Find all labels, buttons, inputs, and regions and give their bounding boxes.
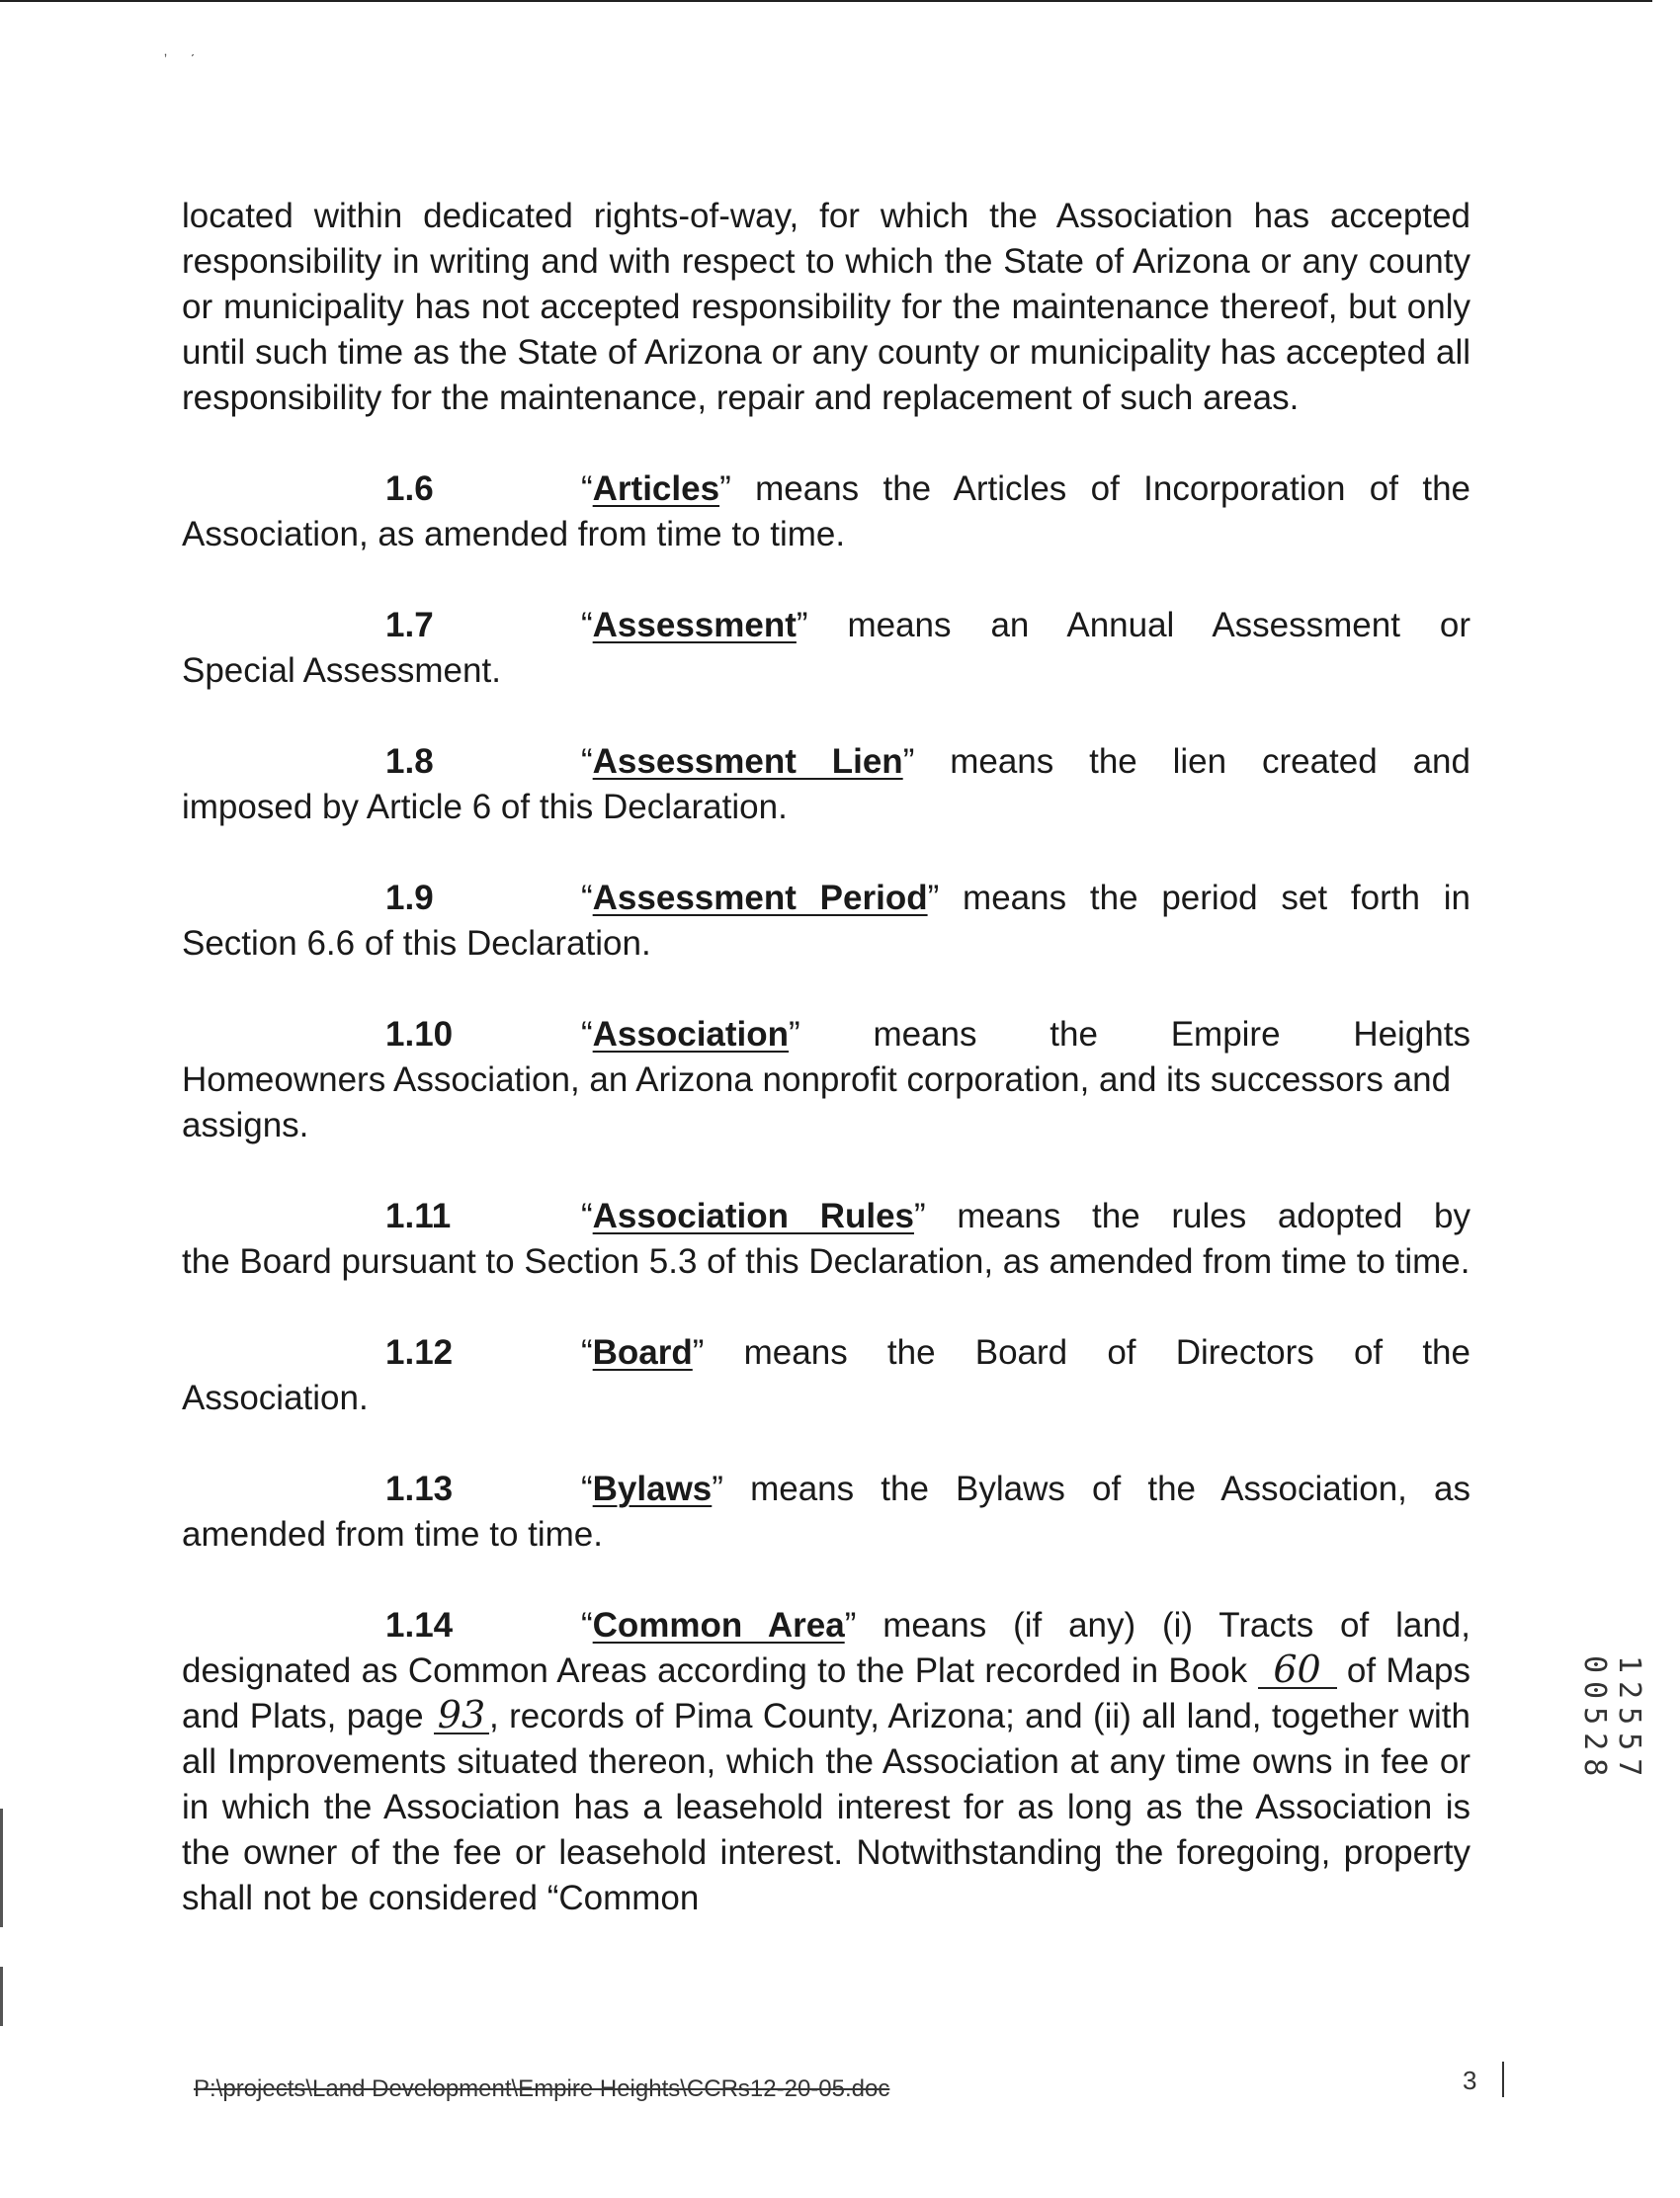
definition-line1: means the Articles of Incorporation of the [755,469,1471,508]
defined-term: Association [592,1015,790,1054]
definition-text-c: , records of Pima County, Arizona; and (ii) all land, together with all Improvements situated thereon, which the Association at any time owns in fee or in which the Association has a leasehold interest for as long as the Association is the owner of the fee or leasehold interest. Notwithstanding the foregoing, property shall not be considered “Common [182,1697,1470,1917]
definition-continuation: amended from time to time. [182,1515,603,1554]
definition-number: 1.11 [385,1197,452,1235]
definition-item: 1.10 “Association” means the Empire Heights Homeowners Association, an Arizona nonprofit corporation, and its successors and assigns. [182,1012,1470,1148]
definition-number: 1.14 [385,1606,454,1645]
definition-item: 1.11 “Association Rules” means the rules adopted by the Board pursuant to Section 5.3 of this Declaration, as amended from time to time. [182,1194,1470,1285]
definition-continuation: Homeowners Association, an Arizona nonprofit corporation, and its successors and assigns. [182,1060,1452,1144]
definition-list [182,466,1470,1558]
scan-top-edge [0,0,1652,2]
page-number: 3 [1463,2066,1477,2095]
page-number-bar [1502,2062,1504,2097]
definition-number: 1.13 [385,1470,454,1508]
definition-continuation: imposed by Article 6 of this Declaration. [182,788,788,826]
defined-term: Association Rules [592,1197,914,1235]
defined-term: Articles [592,469,720,508]
book-number-handwritten: 60 [1258,1651,1337,1689]
defined-term: Common Area [592,1606,845,1645]
definition-item: 1.12 “Board” means the Board of Directors of the Association. [182,1330,1470,1421]
definition-line1: means the period set forth in [963,879,1470,917]
defined-term: Assessment Lien [592,742,903,781]
definition-line1: means the Board of Directors of the [743,1333,1470,1372]
definition-line1: means (if any) (i) Tracts of land, [882,1606,1470,1645]
definition-text-a: designated as Common Areas according to the Plat recorded in Book [182,1651,1248,1690]
definition-number: 1.6 [385,469,434,508]
definition-number: 1.10 [385,1015,454,1054]
definition-line1: means the lien created and [950,742,1470,781]
definition-continuation: the Board pursuant to Section 5.3 of this Declaration, as amended from time to time. [182,1242,1470,1281]
definition-item: 1.8 “Assessment Lien” means the lien created and imposed by Article 6 of this Declaration. [182,739,1470,830]
definition-continuation: Section 6.6 of this Declaration. [182,924,651,963]
scan-speck: ʼ ˊ [164,51,196,67]
definition-text-b: of Maps and Plats, page [182,1651,1470,1735]
definition-line1: means the rules adopted by [957,1197,1470,1235]
definition-continuation: Association, as amended from time to time. [182,515,846,553]
recording-stamp: 12557 00528 [1577,1654,1646,1785]
defined-term: Board [592,1333,693,1372]
definition-number: 1.7 [385,606,434,644]
definition-number: 1.8 [385,742,434,781]
definition-item: 1.9 “Assessment Period” means the period set forth in Section 6.6 of this Declaration. [182,876,1470,967]
document-body [182,194,1470,1967]
page-number-handwritten: 93 [434,1697,489,1734]
intro-paragraph: located within dedicated rights-of-way, for which the Association has accepted responsibility in writing and with respect to which the State of Arizona or any county or municipality has not accepted responsibility for the maintenance thereof, but only until such time as the State of Arizona or any county or municipality has accepted all responsibility for the maintenance, repair and replacement of such areas. [182,197,1470,417]
definition-number: 1.9 [385,879,434,917]
scan-left-edge-mark [0,1967,3,2026]
definition-1-14: 1.14 “Common Area” means (if any) (i) Tracts of land, designated as Common Areas according to the Plat recorded in Book 60 of Maps and Plats, page 93 , records of Pima County, Arizona; and (ii) all land, together with all Improvements situated thereon, which the Association at any time owns in fee or in which the Association has a leasehold interest for as long as the Association is the owner of the fee or leasehold interest. Notwithstanding the foregoing, property shall not be considered “Common [182,1603,1470,1921]
defined-term: Assessment Period [592,879,928,917]
definition-line1: means an Annual Assessment or [847,606,1470,644]
definition-continuation: Special Assessment. [182,651,501,690]
defined-term: Assessment [592,606,797,644]
definition-item: 1.13 “Bylaws” means the Bylaws of the Association, as amended from time to time. [182,1467,1470,1558]
definition-number: 1.12 [385,1333,454,1372]
scan-left-edge-mark [0,1809,3,1927]
definition-line1: means the Bylaws of the Association, as [750,1470,1470,1508]
definition-line1: means the Empire Heights [873,1015,1470,1054]
footer-file-path: P:\projects\Land Development\Empire Heights\CCRs12-20-05.doc [194,2075,890,2102]
definition-continuation: Association. [182,1379,369,1417]
defined-term: Bylaws [592,1470,713,1508]
definition-item: 1.7 “Assessment” means an Annual Assessment or Special Assessment. [182,603,1470,694]
definition-item: 1.6 “Articles” means the Articles of Incorporation of the Association, as amended from time to time. [182,466,1470,557]
